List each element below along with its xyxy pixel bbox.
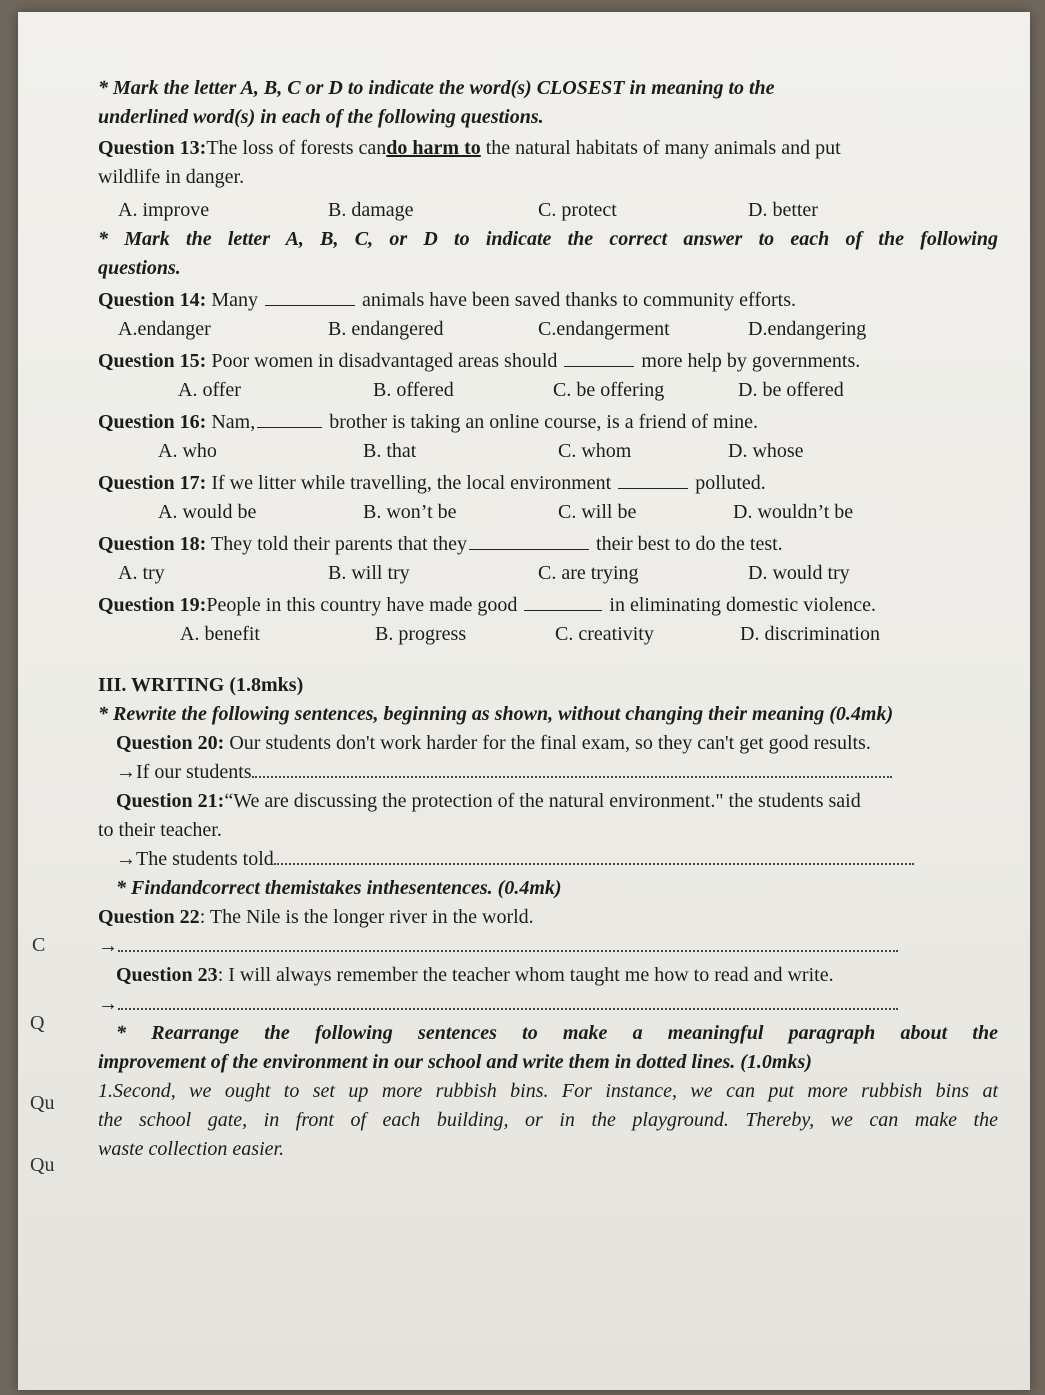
question-21-cont: to their teacher. — [98, 819, 222, 841]
option-a[interactable]: A. improve — [118, 199, 210, 221]
options-17 — [98, 498, 998, 527]
options-18 — [98, 559, 998, 588]
answer-blank — [564, 348, 634, 367]
answer-line[interactable] — [252, 760, 892, 778]
mc-instruction: * Mark the letter A, B, C, or D to indicate the correct answer to each of the following — [98, 228, 998, 250]
options-13 — [98, 196, 998, 225]
question-22: Question 22: The Nile is the longer river in the world. — [98, 906, 534, 928]
option-d[interactable]: D. would try — [748, 562, 850, 584]
option-d[interactable]: D. be offered — [738, 379, 844, 401]
question-21: Question 21:“We are discussing the protection of the natural environment." the students said — [116, 790, 861, 812]
mistakes-instruction: * Findandcorrect themistakes inthesentences. (0.4mk) — [116, 877, 562, 899]
option-c[interactable]: C.endangerment — [538, 318, 670, 340]
option-c[interactable]: C. are trying — [538, 562, 639, 584]
question-20-answer: →If our students — [98, 758, 998, 787]
option-c[interactable]: C. creativity — [555, 623, 654, 645]
option-c[interactable]: C. be offering — [553, 379, 665, 401]
question-19: Question 19:People in this country have made good in eliminating domestic violence. — [98, 594, 876, 616]
answer-blank — [524, 592, 602, 611]
answer-line[interactable] — [118, 992, 898, 1010]
rearrange-instruction: * Rearrange the following sentences to make a meaningful paragraph about the — [116, 1022, 998, 1044]
margin-mark: Qu — [30, 1092, 55, 1114]
paragraph-sentence-1-cont: the school gate, in front of each building, or in the playground. Thereby, we can make the — [98, 1109, 998, 1131]
exam-paper — [18, 12, 1030, 1390]
option-a[interactable]: A. offer — [178, 379, 241, 401]
option-b[interactable]: B. damage — [328, 199, 414, 221]
synonym-instruction: * Mark the letter A, B, C or D to indicate the word(s) CLOSEST in meaning to the — [98, 77, 775, 99]
margin-mark: C — [32, 934, 46, 956]
option-c[interactable]: C. whom — [558, 440, 632, 462]
margin-mark: Qu — [30, 1154, 55, 1176]
options-16 — [98, 437, 998, 466]
answer-blank — [469, 531, 589, 550]
answer-line[interactable] — [274, 847, 914, 865]
option-a[interactable]: A. benefit — [180, 623, 260, 645]
option-d[interactable]: D.endangering — [748, 318, 867, 340]
option-b[interactable]: B. that — [363, 440, 417, 462]
option-d[interactable]: D. discrimination — [740, 623, 880, 645]
exam-content — [98, 74, 998, 1164]
question-label: Question 13: — [98, 137, 207, 159]
option-d[interactable]: D. whose — [728, 440, 804, 462]
options-14 — [98, 315, 998, 344]
question-20: Question 20: Our students don't work harder for the final exam, so they can't get good results. — [116, 732, 871, 754]
option-a[interactable]: A.endanger — [118, 318, 211, 340]
question-16: Question 16: Nam, brother is taking an online course, is a friend of mine. — [98, 411, 759, 433]
paragraph-sentence-1: 1.Second, we ought to set up more rubbish bins. For instance, we can put more rubbish bins at — [98, 1080, 998, 1102]
option-b[interactable]: B. will try — [328, 562, 410, 584]
option-b[interactable]: B. endangered — [328, 318, 444, 340]
answer-line[interactable] — [118, 934, 898, 952]
underlined-phrase: do harm to — [386, 137, 481, 159]
option-d[interactable]: D. better — [748, 199, 818, 221]
rewrite-instruction: * Rewrite the following sentences, beginning as shown, without changing their meaning (0.4mk) — [98, 703, 894, 725]
options-15 — [98, 376, 998, 405]
question-23-answer: → — [98, 990, 998, 1019]
option-c[interactable]: C. protect — [538, 199, 617, 221]
margin-mark: Q — [30, 1012, 45, 1034]
option-b[interactable]: B. offered — [373, 379, 454, 401]
option-b[interactable]: B. won’t be — [363, 501, 457, 523]
question-17: Question 17: If we litter while travelling, the local environment polluted. — [98, 472, 766, 494]
question-14: Question 14: Many animals have been saved thanks to community efforts. — [98, 289, 796, 311]
question-18: Question 18: They told their parents that they their best to do the test. — [98, 533, 783, 555]
answer-blank — [618, 470, 688, 489]
option-d[interactable]: D. wouldn’t be — [733, 501, 854, 523]
paragraph-sentence-1-end: waste collection easier. — [98, 1138, 285, 1160]
question-15: Question 15: Poor women in disadvantaged areas should more help by governments. — [98, 350, 861, 372]
question-13: Question 13:The loss of forests cando harm to the natural habitats of many animals and put — [98, 137, 841, 159]
mc-instruction-cont: questions. — [98, 257, 181, 279]
answer-blank — [265, 287, 355, 306]
option-a[interactable]: A. would be — [158, 501, 257, 523]
question-22-answer: → — [98, 932, 998, 961]
question-21-answer: →The students told — [98, 845, 998, 874]
option-a[interactable]: A. who — [158, 440, 217, 462]
synonym-instruction-cont: underlined word(s) in each of the following questions. — [98, 106, 544, 128]
options-19 — [98, 620, 998, 649]
answer-blank — [257, 409, 322, 428]
option-b[interactable]: B. progress — [375, 623, 467, 645]
option-c[interactable]: C. will be — [558, 501, 637, 523]
writing-heading: III. WRITING (1.8mks) — [98, 674, 304, 696]
rearrange-instruction-cont: improvement of the environment in our school and write them in dotted lines. (1.0mks) — [98, 1051, 812, 1073]
question-13-cont: wildlife in danger. — [98, 166, 245, 188]
option-a[interactable]: A. try — [118, 562, 165, 584]
question-23: Question 23: I will always remember the teacher whom taught me how to read and write. — [116, 964, 834, 986]
